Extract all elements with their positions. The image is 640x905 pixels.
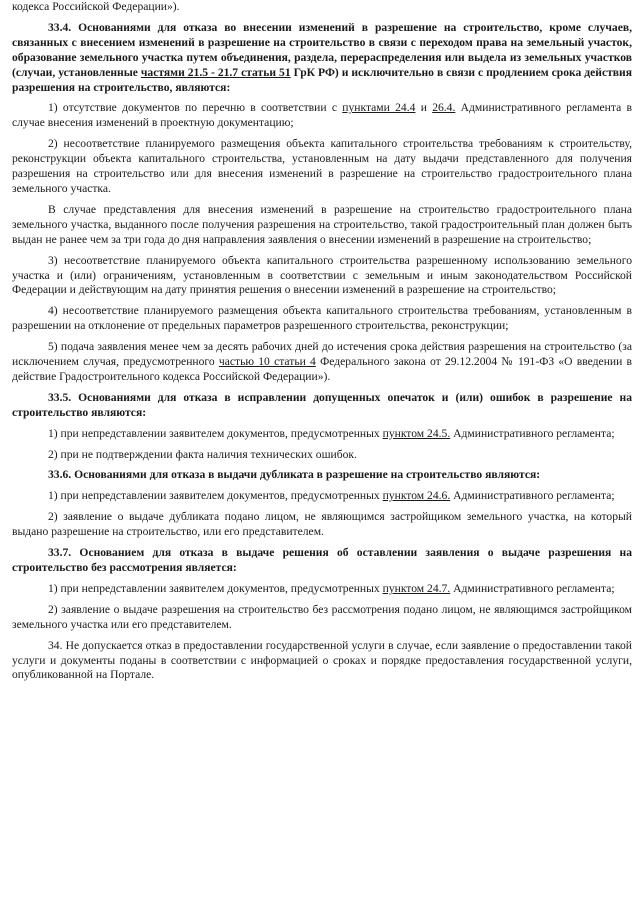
list-item-33-6-2: 2) заявление о выдаче дубликата подано лицом, не являющимся застройщиком земельного участка, на который выдано разрешение на строительство, или его представителем. bbox=[12, 510, 632, 539]
item-text: и bbox=[415, 101, 433, 115]
item-text: Административного регламента; bbox=[450, 426, 615, 440]
heading-text: 33.4. Основаниями для отказа во внесении изменений в разрешение на строительство, кроме случаев, связанных с внесением изменений в разрешение на строительство в связи с переходом права на земельный участок, образование земельного участка путем объединения, раздела, перераспределения или выдела из земельных участков (случаи, установленные bbox=[12, 20, 632, 79]
link-item-24-5[interactable]: пунктом 24.5. bbox=[382, 426, 451, 440]
item-text: 1) при непредставлении заявителем документов, предусмотренных bbox=[48, 489, 383, 503]
list-item-33-4-1 bbox=[12, 101, 632, 131]
link-item-24-6[interactable]: пунктом 24.6. bbox=[382, 489, 451, 503]
list-item-33-4-5 bbox=[12, 340, 632, 385]
list-item-33-4-3: 3) несоответствие планируемого объекта капитального строительства разрешенному использованию земельного участка и (или) ограничениям, установленным в соответствии с земельным и иным законодательством Российской Федерации и действующим на дату принятия решения о внесении изменений в разрешение на строительство; bbox=[12, 253, 632, 297]
list-item-33-7-1 bbox=[12, 582, 632, 597]
list-item-33-6-1 bbox=[12, 489, 632, 504]
list-item-33-4-2: 2) несоответствие планируемого размещения объекта капитального строительства требованиям к строительству, реконструкции объекта капитального строительства, установленным на дату выдачи представленного для получения разрешения на строительство или для внесения изменений в разрешение на строительство градостроительного плана земельного участка. bbox=[12, 137, 632, 195]
section-33-7-heading: 33.7. Основанием для отказа в выдаче решения об оставлении заявления о выдаче разрешения на строительство без рассмотрения является: bbox=[12, 546, 632, 574]
list-item-33-5-2: 2) при не подтверждении факта наличия технических ошибок. bbox=[48, 447, 357, 461]
list-item-33-7-2: 2) заявление о выдаче разрешения на строительство без рассмотрения подано лицом, не являющимся застройщиком земельного участка или его представителем. bbox=[12, 602, 632, 631]
list-item-33-5-1 bbox=[12, 427, 632, 442]
item-text: 1) при непредставлении заявителем документов, предусмотренных bbox=[48, 581, 383, 595]
link-item-24-7[interactable]: пунктом 24.7. bbox=[382, 581, 451, 595]
paragraph-continuation: кодекса Российской Федерации»). bbox=[12, 0, 180, 13]
section-33-4-heading bbox=[12, 21, 632, 96]
link-item-26-4[interactable]: 26.4. bbox=[432, 101, 456, 115]
item-text: Федерального закона от 29.12.2004 № 191-ФЗ «О введении в действие Градостроительного кодекса Российской Федерации»). bbox=[12, 355, 633, 383]
item-text: Административного регламента; bbox=[450, 581, 615, 595]
link-articles-21-5-21-7[interactable]: частями 21.5 - 21.7 статьи 51 bbox=[140, 65, 291, 79]
item-text: 1) при непредставлении заявителем документов, предусмотренных bbox=[48, 426, 383, 440]
section-33-6-heading: 33.6. Основаниями для отказа в выдачи дубликата в разрешение на строительство являются: bbox=[48, 468, 541, 482]
list-item-33-4-2-note: В случае представления для внесения изменений в разрешение на строительство градостроительного плана земельного участка, выданного после получения разрешения на строительство, такой градостроительный план должен быть выдан не ранее чем за три года до дня направления заявления о внесении изменений в разрешение на строительство; bbox=[12, 202, 632, 246]
item-text: 5) подача заявления менее чем за десять рабочих дней до истечения срока действия разрешения на строительство (за исключением случая, предусмотренного bbox=[12, 340, 632, 369]
section-33-5-heading: 33.5. Основаниями для отказа в исправлении допущенных опечаток и (или) ошибок в разрешение на строительство являются: bbox=[12, 390, 632, 419]
heading-text: ГрК РФ) и исключительно в связи с продлением срока действия разрешения на строительство, являются: bbox=[12, 65, 632, 94]
link-part-10-article-4[interactable]: частью 10 статьи 4 bbox=[218, 355, 316, 369]
item-text: 1) отсутствие документов по перечню в соответствии с bbox=[48, 101, 343, 115]
item-text: Административного регламента; bbox=[450, 489, 615, 503]
item-text: Административного регламента в случае внесения изменений в проектную документацию; bbox=[12, 101, 632, 130]
section-34-paragraph: 34. Не допускается отказ в предоставлении государственной услуги в случае, если заявление о предоставлении такой услуги и документы поданы в соответствии с информацией о сроках и порядке предоставления государственной услуги, опубликованной на Портале. bbox=[12, 638, 632, 682]
list-item-33-4-4: 4) несоответствие планируемого размещения объекта капитального строительства требованиям, установленным в разрешении на отклонение от предельных параметров разрешенного строительства, реконструкции; bbox=[12, 304, 632, 333]
link-item-24-4[interactable]: пунктами 24.4 bbox=[342, 101, 416, 115]
